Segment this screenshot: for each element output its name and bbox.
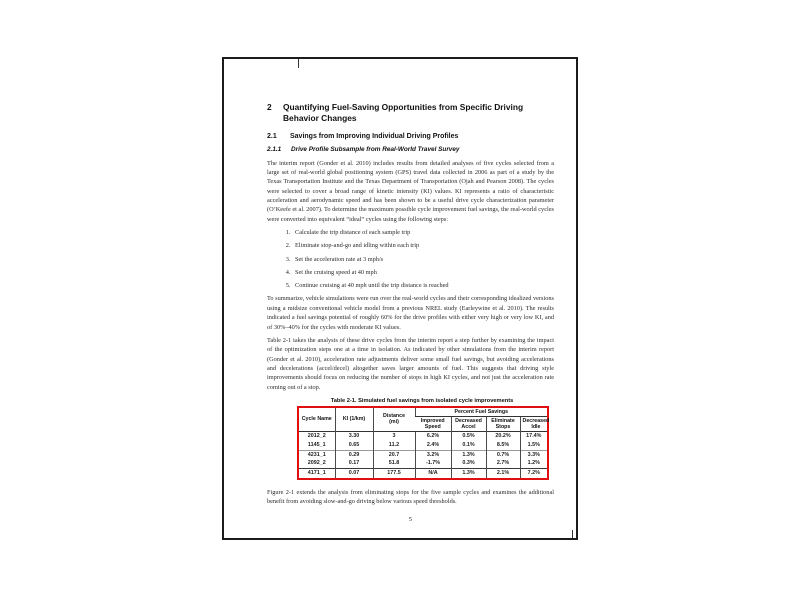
col-header-cycle-name: Cycle Name xyxy=(301,416,332,423)
subsubsection-title: Drive Profile Subsample from Real-World Travel Survey xyxy=(291,146,460,154)
paragraph-simulation-summary: To summarize, vehicle simulations were run over the real-world cycles and their corresponding idealized versions using a midsize conventional vehicle model from a previous NREL study (Earleywine et al. 2010). The results indicated a fuel savings potential of roughly 60% for the drive profiles with either very high or very low KI, and of 30%–40% for the cycles with moderate KI values. xyxy=(267,295,554,331)
table-row xyxy=(298,431,548,440)
subsection-number: 2.1 xyxy=(267,132,277,140)
cell-cycle-name: 2092_2 xyxy=(307,460,326,467)
cell-improved-speed: -1.7% xyxy=(415,459,451,468)
cell-decreased-accel: 0.1% xyxy=(451,441,486,450)
cell-distance: 177.5 xyxy=(373,469,415,479)
cell-eliminate-stops: 8.5% xyxy=(486,441,520,450)
cell-eliminate-stops: 20.2% xyxy=(486,431,520,440)
cell-ki: 3.30 xyxy=(335,431,373,440)
paragraph-intro: The interim report (Gonder et al. 2010) includes results from detailed analyses of five cycles selected from a large set of real-world global positioning system (GPS) travel data collected in 2006 as part of a study by the Texas Transportation Institute and the Texas Department of Transportation (Ojah and Pearson 2008). The cycles were selected to cover a broad range of kinetic intensity (KI) values. KI represents a ratio of characteristic acceleration and aerodynamic speed and has been shown to be a useful drive cycle characterization parameter (O’Keefe et al. 2007). To determine the maximum possible cycle improvement fuel savings, the real-world cycles were converted into equivalent “ideal” cycles using the following steps: xyxy=(267,159,554,223)
cell-decreased-accel: 0.3% xyxy=(451,459,486,468)
table-row xyxy=(298,441,548,450)
cell-cycle-name: 4171_1 xyxy=(298,469,335,479)
subcol-header-eliminate-stops: Eliminate Stops xyxy=(486,416,520,431)
subcol-header-decreased-idle: Decreased Idle xyxy=(520,416,548,431)
subcol-header-decreased-accel: Decreased Accel xyxy=(451,416,486,431)
cell-eliminate-stops: 0.7% xyxy=(486,450,520,459)
cell-decreased-accel: 0.5% xyxy=(451,431,486,440)
cell-eliminate-stops: 2.7% xyxy=(486,459,520,468)
cell-decreased-idle: 1.5% xyxy=(520,441,548,450)
col-group-header-percent-fuel-savings: Percent Fuel Savings xyxy=(415,407,548,417)
table-row xyxy=(298,469,548,479)
cell-ki: 0.65 xyxy=(335,441,373,450)
section-number: 2 xyxy=(267,102,272,112)
step-item: 5. Continue cruising at 40 mph until the trip distance is reached xyxy=(292,281,554,290)
cell-ki: 0.29 xyxy=(335,450,373,459)
section-title: Quantifying Fuel-Saving Opportunities from Specific Driving Behavior Changes xyxy=(283,102,524,123)
paragraph-table-discussion: Table 2-1 takes the analysis of these drive cycles from the interim report a step further by examining the impact of the optimization steps one at a time in isolation. As indicated by other simulations from the interim report (Gonder et al. 2010), acceleration rate adjustments deliver some small fuel savings, but avoiding accelerations and decelerations (accel/decel) altogether saves larger amounts of fuel. This suggests that driving style improvements should focus on reducing the number of stops in high KI cycles, and not just the acceleration rate coming out of a stop. xyxy=(267,336,554,391)
cell-decreased-accel: 1.3% xyxy=(451,450,486,459)
cell-improved-speed: 6.2% xyxy=(415,431,451,440)
cell-decreased-accel: 1.3% xyxy=(451,469,486,479)
paragraph-figure-intro: Figure 2-1 extends the analysis from eliminating stops for the five sample cycles and examines the additional benefit from avoiding slow-and-go driving below various speed thresholds. xyxy=(267,488,554,506)
cell-eliminate-stops: 2.1% xyxy=(486,469,520,479)
subsection-heading xyxy=(267,133,554,142)
cell-improved-speed: 3.2% xyxy=(415,450,451,459)
cell-cycle-name: 1145_1 xyxy=(307,441,326,448)
subsubsection-heading xyxy=(267,146,554,154)
cell-decreased-idle: 7.2% xyxy=(520,469,548,479)
table-caption: Table 2-1. Simulated fuel savings from isolated cycle improvements xyxy=(330,397,514,404)
cell-decreased-idle: 3.3% xyxy=(520,450,548,459)
cell-cycle-name: 4231_1 xyxy=(298,450,335,459)
cell-decreased-idle: 1.2% xyxy=(520,459,548,468)
section-heading xyxy=(267,102,554,124)
cell-improved-speed: N/A xyxy=(415,469,451,479)
col-header-ki: KI (1/km) xyxy=(335,407,373,432)
cell-distance: 3 xyxy=(373,431,415,440)
cell-distance: 11.2 xyxy=(373,441,415,450)
crop-mark-bottom xyxy=(572,530,573,538)
cell-cycle-name: 2012_2 xyxy=(298,431,335,440)
crop-mark-top xyxy=(298,59,299,68)
cell-ki: 0.17 xyxy=(335,459,373,468)
step-item: 4. Set the cruising speed at 40 mph xyxy=(292,268,554,277)
subsection-title: Savings from Improving Individual Driving Profiles xyxy=(290,132,459,140)
document-page xyxy=(222,57,578,540)
step-item: 1. Calculate the trip distance of each sample trip xyxy=(292,228,554,237)
table-row xyxy=(298,459,548,468)
table-header-row xyxy=(298,407,548,417)
fuel-savings-table xyxy=(297,406,549,480)
cell-distance: 20.7 xyxy=(373,450,415,459)
table-row xyxy=(298,450,548,459)
step-item: 2. Eliminate stop-and-go and idling within each trip xyxy=(292,241,554,250)
col-header-distance: Distance (mi) xyxy=(373,407,415,432)
subcol-header-improved-speed: Improved Speed xyxy=(420,417,445,430)
cell-improved-speed: 2.4% xyxy=(415,441,451,450)
page-number: 5 xyxy=(408,515,413,523)
subsubsection-number: 2.1.1 xyxy=(267,146,282,154)
ideal-cycle-steps-list xyxy=(267,228,554,290)
cell-distance: 51.8 xyxy=(373,459,415,468)
cell-ki: 0.07 xyxy=(335,469,373,479)
cell-decreased-idle: 17.4% xyxy=(520,431,548,440)
step-item: 3. Set the acceleration rate at 3 mph/s xyxy=(292,255,554,264)
